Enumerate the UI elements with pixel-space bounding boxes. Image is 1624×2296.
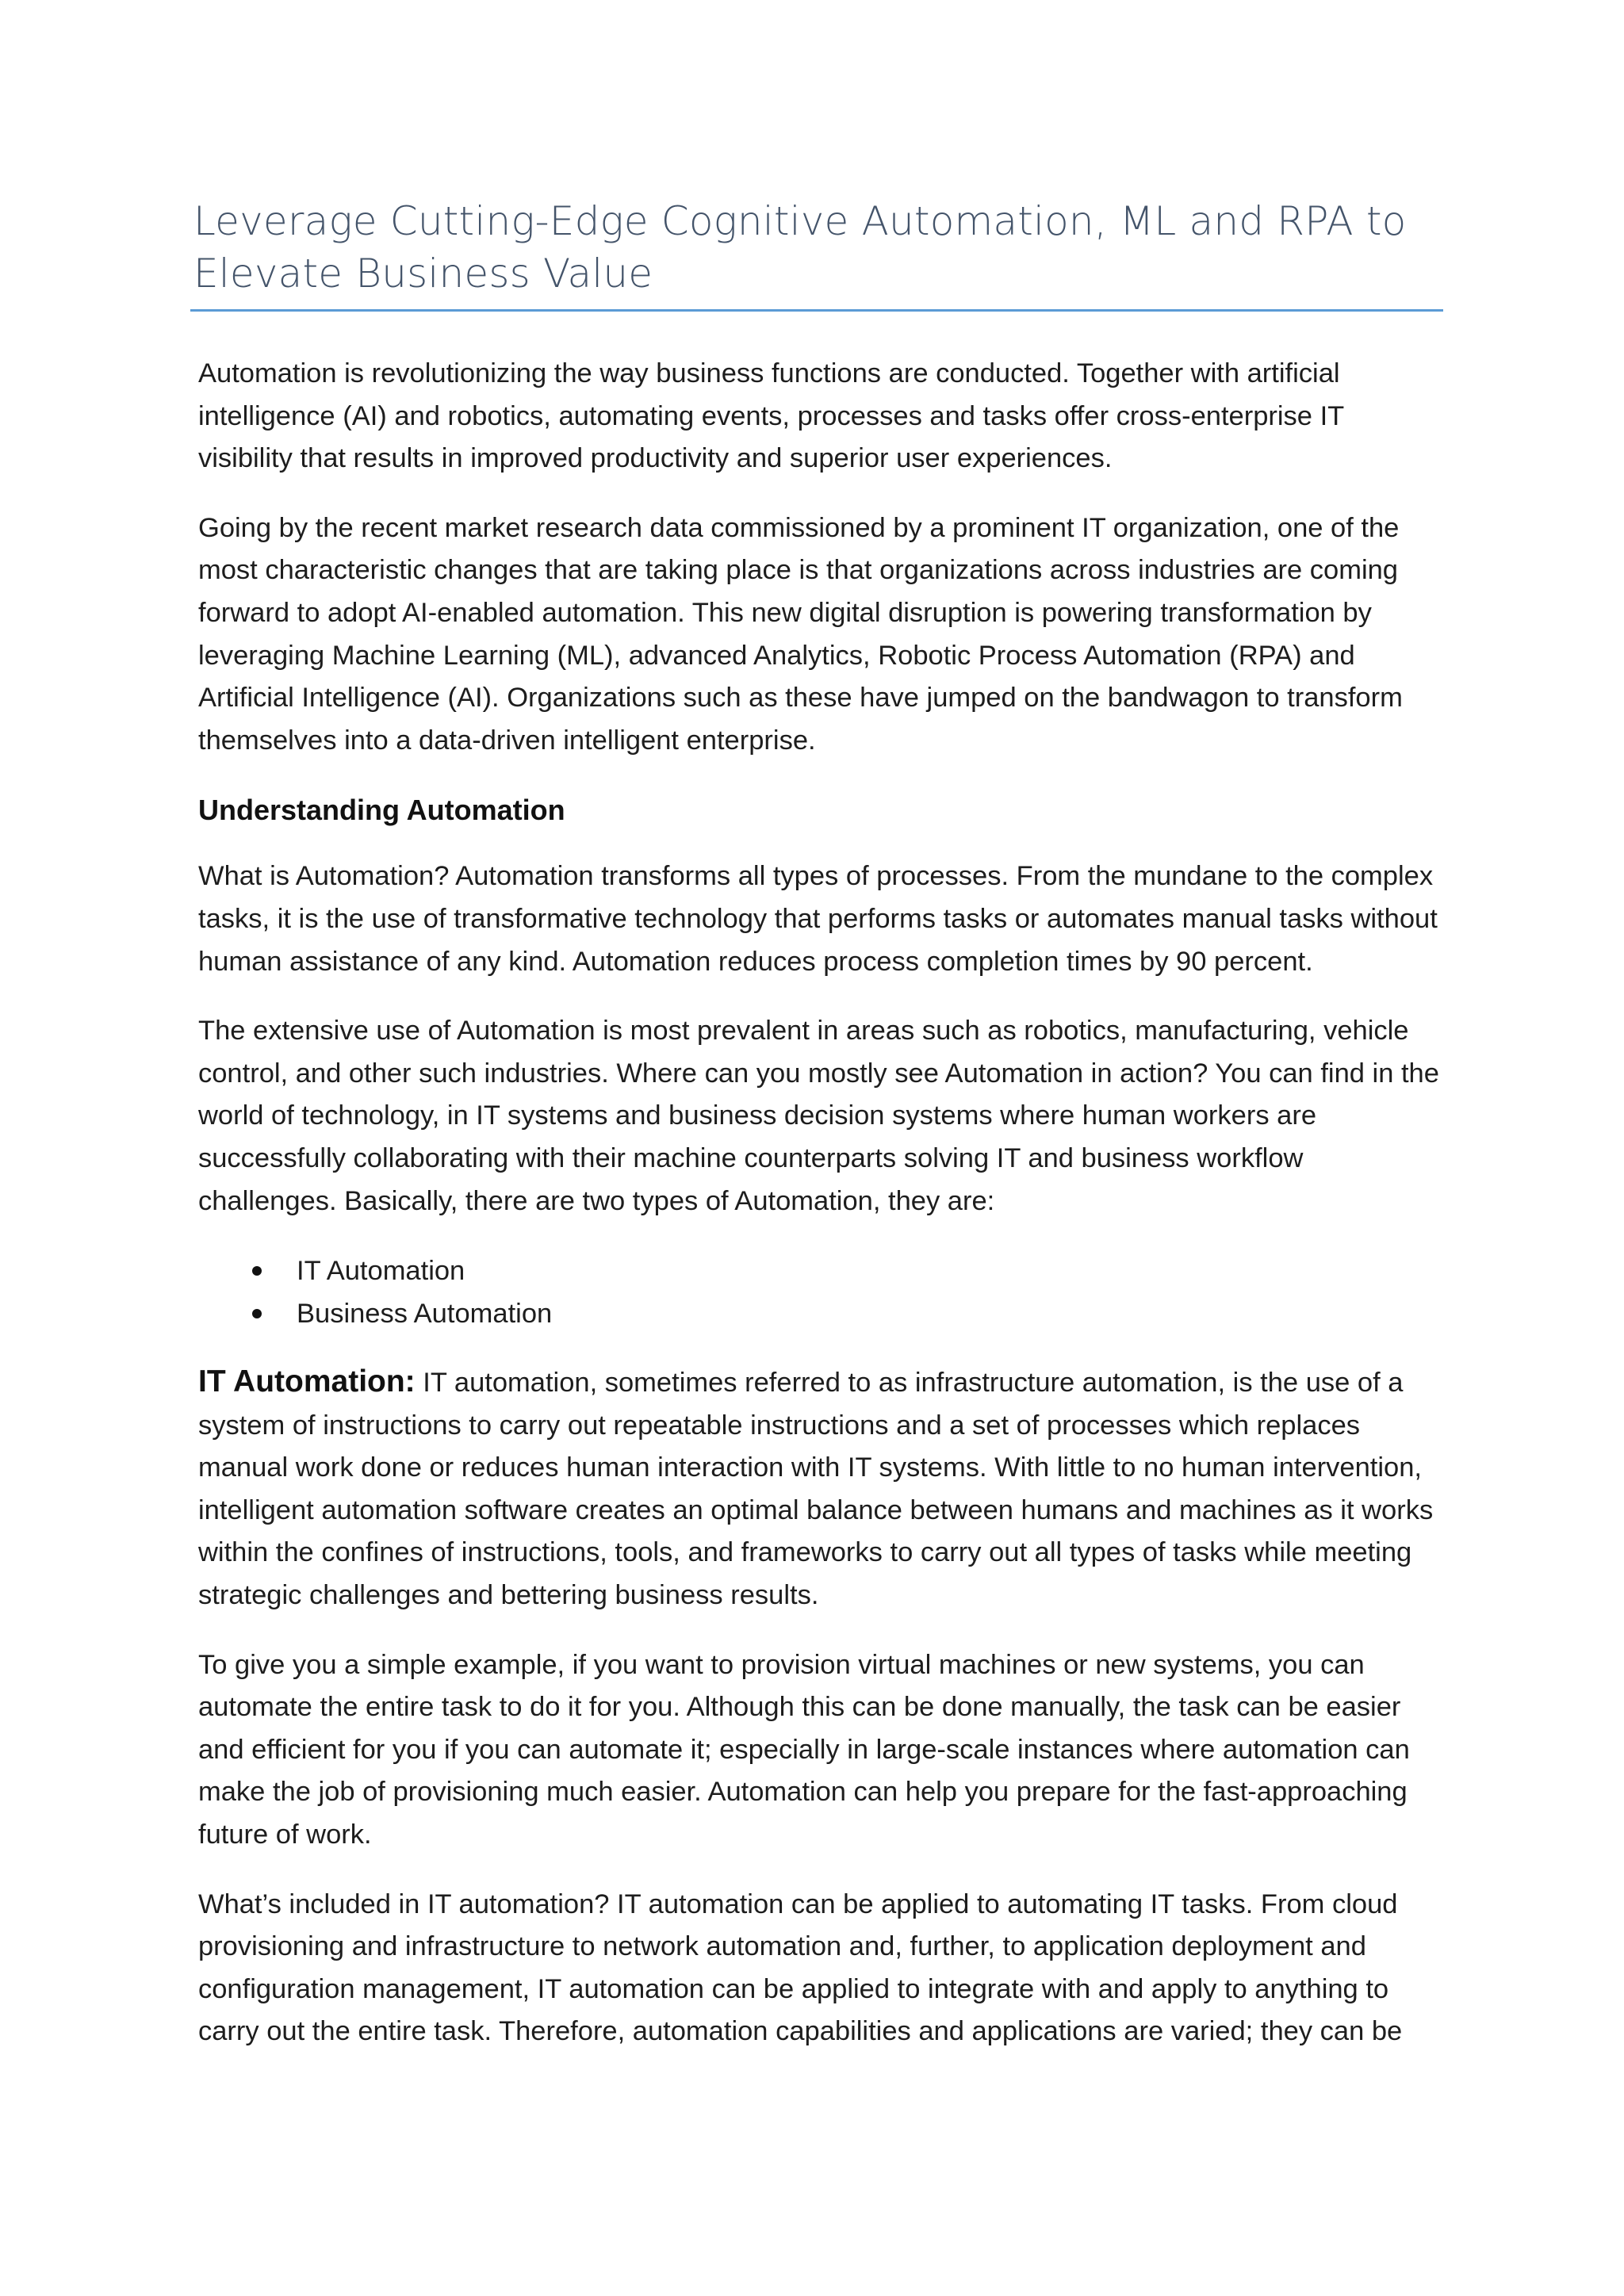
- section-paragraph-2: The extensive use of Automation is most prevalent in areas such as robotics, manufacturing, vehicle control, and other such industries. Where can you mostly see Automation in action? You can find in the world of technology, in IT systems and business decision systems where human workers are successfully collaborating with their machine counterparts solving IT and business workflow challenges. Basically, there are two types of Automation, they are:: [198, 1016, 1439, 1216]
- it-automation-label: IT Automation:: [198, 1364, 416, 1399]
- list-item: [193, 1249, 1443, 1292]
- section-heading: Understanding Automation: [198, 794, 565, 827]
- section-paragraph-1: What is Automation? Automation transforms all types of processes. From the mundane to the complex tasks, it is the use of transformative technology that performs tasks or automates manual tasks without human assistance of any kind. Automation reduces process completion times by 90 percent.: [198, 861, 1438, 977]
- bullet-icon: [252, 1309, 262, 1318]
- closing-paragraph-1: To give you a simple example, if you want to provision virtual machines or new systems, you can automate the entire task to do it for you. Although this can be done manually, the task can be easier and efficient for you if you can automate it; especially in large-scale instances where automation can make the job of provisioning much easier. Automation can help you prepare for the fast-approaching future of work.: [198, 1649, 1410, 1850]
- title-line-1: Leverage Cutting-Edge Cognitive Automation, ML and RPA to: [193, 198, 1407, 244]
- closing-paragraph-2: What’s included in IT automation? IT automation can be applied to automating IT tasks. From cloud provisioning and infrastructure to network automation and, further, to application deployment and configuration management, IT automation can be applied to integrate with and apply to anything to carry out the entire task. Therefore, automation capabilities and applications are varied; they can be: [198, 1888, 1403, 2047]
- bullet-icon: [252, 1266, 262, 1276]
- document-body: [193, 353, 1443, 2053]
- intro-paragraph-2: Going by the recent market research data commissioned by a prominent IT organization, one of the most characteristic changes that are taking place is that organizations across industries are coming forward to adopt AI-enabled automation. This new digital disruption is powering transformation by leveraging Machine Learning (ML), advanced Analytics, Robotic Process Automation (RPA) and Artificial Intelligence (AI). Organizations such as these have jumped on the bandwagon to transform themselves into a data-driven intelligent enterprise.: [198, 512, 1403, 756]
- document-title: [193, 195, 1443, 308]
- it-automation-paragraph: [198, 1360, 1443, 1617]
- intro-paragraph-1: Automation is revolutionizing the way business functions are conducted. Together with artificial intelligence (AI) and robotics, automating events, processes and tasks offer cross-enterprise IT visibility that results in improved productivity and superior user experiences.: [198, 358, 1344, 474]
- it-automation-text: IT automation, sometimes referred to as infrastructure automation, is the use of a system of instructions to carry out repeatable instructions and a set of processes which replaces manual work done or reduces human interaction with IT systems. With little to no human intervention, intelligent automation software creates an optimal balance between humans and machines as it works within the confines of instructions, tools, and frameworks to carry out all types of tasks while meeting strategic challenges and bettering business results.: [198, 1368, 1434, 1611]
- automation-types-list: [193, 1249, 1443, 1335]
- list-item-text: IT Automation: [297, 1256, 465, 1287]
- title-underline: [190, 309, 1443, 312]
- list-item: [193, 1292, 1443, 1335]
- document-page: [193, 195, 1443, 2080]
- title-line-2: Elevate Business Value: [193, 251, 653, 297]
- list-item-text: Business Automation: [297, 1299, 553, 1330]
